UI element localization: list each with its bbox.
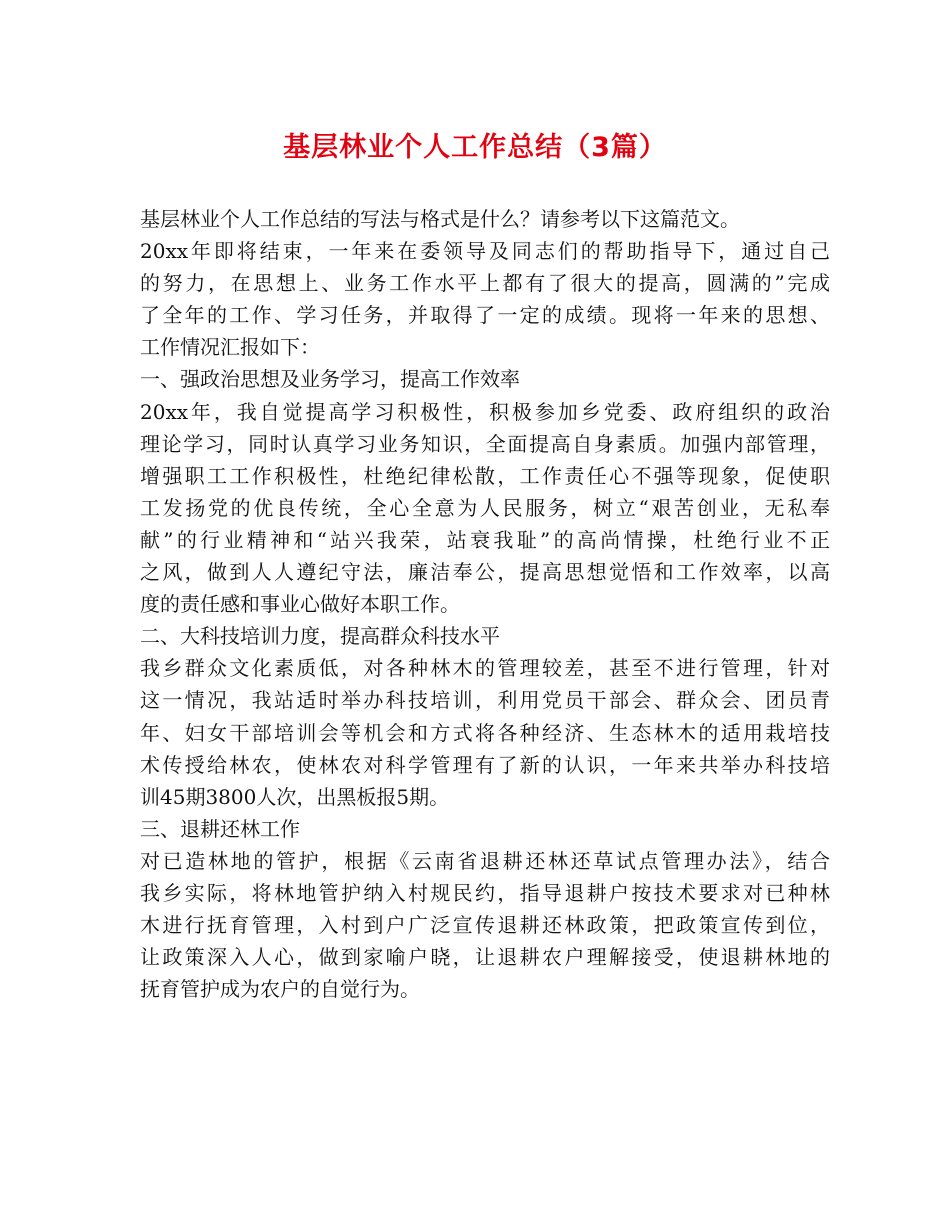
paragraph-line: 了全年的工作、学习任务，并取得了一定的成绩。现将一年来的思想、	[140, 303, 830, 328]
paragraph-line: 20xx年即将结束，一年来在委领导及同志们的帮助指导下，通过自己	[140, 239, 830, 264]
section-heading-3: 三、退耕还林工作	[140, 816, 300, 841]
paragraph-line: 让政策深入人心，做到家喻户晓，让退耕农户理解接受，使退耕林地的	[140, 945, 830, 970]
paragraph-line: 我乡实际，将林地管护纳入村规民约，指导退耕户按技术要求对已种林	[140, 880, 830, 905]
section-heading-1: 一、强政治思想及业务学习，提高工作效率	[140, 367, 520, 392]
paragraph-line: 年、妇女干部培训会等机会和方式将各种经济、生态林木的适用栽培技	[140, 720, 830, 745]
paragraph-line: 增强职工工作积极性，杜绝纪律松散，工作责任心不强等现象，促使职	[140, 463, 830, 488]
intro-line: 基层林业个人工作总结的写法与格式是什么？请参考以下这篇范文。	[140, 207, 740, 231]
paragraph-line: 度的责任感和事业心做好本职工作。	[140, 592, 460, 617]
section-heading-2: 二、大科技培训力度，提高群众科技水平	[140, 624, 500, 649]
document-title: 基层林业个人工作总结（3篇）	[283, 132, 667, 163]
paragraph-line: 的努力，在思想上、业务工作水平上都有了很大的提高，圆满的”完成	[140, 271, 830, 296]
paragraph-line: 对已造林地的管护，根据《云南省退耕还林还草试点管理办法》，结合	[140, 848, 830, 873]
paragraph-line: 抚育管护成为农户的自觉行为。	[140, 977, 420, 1002]
paragraph-line: 术传授给林农，使林农对科学管理有了新的认识，一年来共举办科技培	[140, 752, 830, 777]
paragraph-line: 这一情况，我站适时举办科技培训，利用党员干部会、群众会、团员青	[140, 688, 830, 713]
paragraph-line: 木进行抚育管理，入村到户广泛宣传退耕还林政策，把政策宣传到位，	[140, 913, 830, 938]
paragraph-line: 我乡群众文化素质低，对各种林木的管理较差，甚至不进行管理，针对	[140, 656, 830, 681]
paragraph-line: 工发扬党的优良传统，全心全意为人民服务，树立“艰苦创业，无私奉	[140, 495, 830, 520]
paragraph-line: 之风，做到人人遵纪守法，廉洁奉公，提高思想觉悟和工作效率，以高	[140, 560, 830, 585]
paragraph-line: 训45期3800人次，出黑板报5期。	[140, 784, 450, 809]
paragraph-line: 理论学习，同时认真学习业务知识，全面提高自身素质。加强内部管理，	[140, 431, 830, 456]
paragraph-line: 20xx年，我自觉提高学习积极性，积极参加乡党委、政府组织的政治	[140, 399, 830, 424]
document-body	[140, 203, 830, 1005]
paragraph-line: 工作情况汇报如下：	[140, 335, 320, 360]
paragraph-line: 献”的行业精神和“站兴我荣，站衰我耻”的高尚情操，杜绝行业不正	[140, 527, 830, 552]
